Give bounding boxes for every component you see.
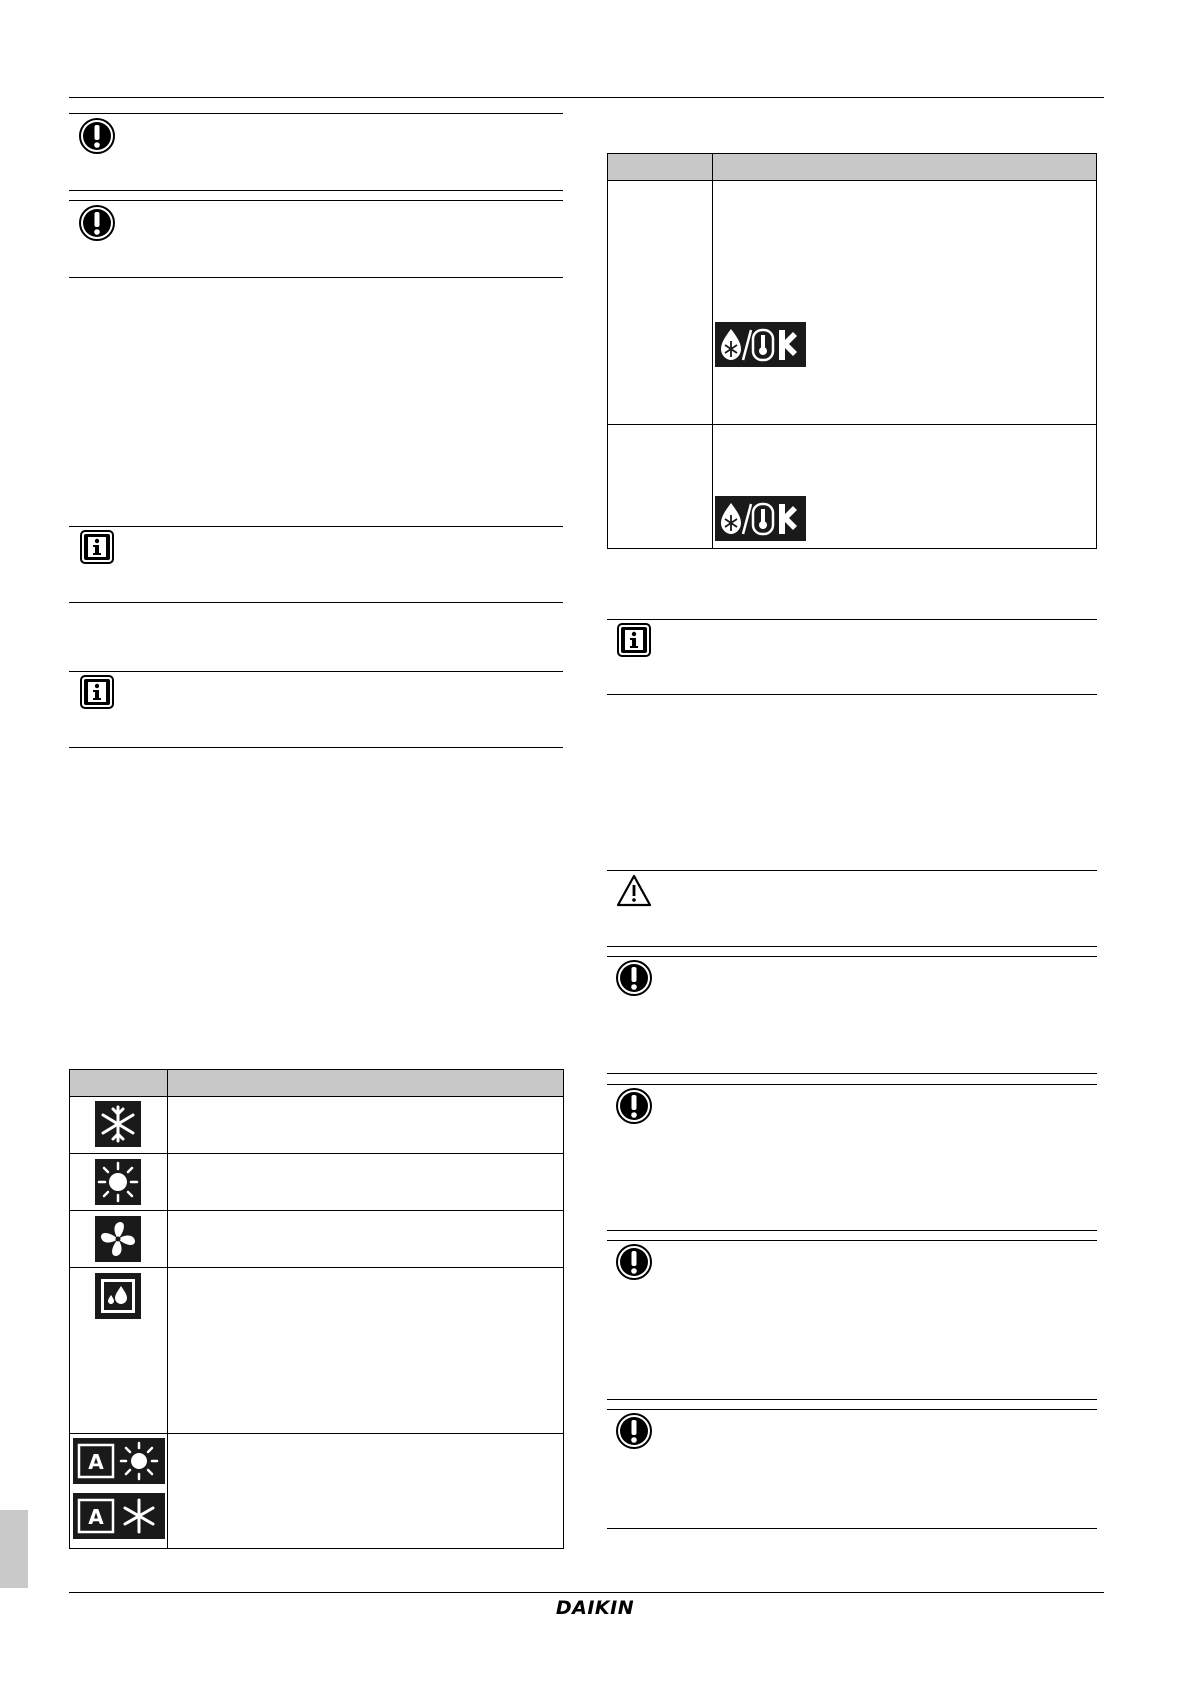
fan-icon: [95, 1216, 141, 1262]
important-icon: [615, 1412, 653, 1450]
auto-heat-icon: [73, 1438, 165, 1484]
info-icon: [615, 621, 653, 659]
notice-rule: [607, 1528, 1097, 1529]
footer-rule: [69, 1592, 1104, 1593]
auto-cool-icon: [73, 1493, 165, 1539]
row-divider: [70, 1153, 563, 1154]
svg-text:A: A: [88, 1505, 104, 1529]
dry-drop-icon: [95, 1273, 141, 1319]
svg-text:A: A: [88, 1450, 104, 1474]
special-function-table: [607, 153, 1097, 549]
row-divider: [70, 1433, 563, 1434]
cooling-snowflake-icon: [95, 1101, 141, 1147]
notice-rule: [607, 870, 1097, 871]
notice-rule: [607, 619, 1097, 620]
operation-mode-table: [69, 1069, 564, 1549]
dry-temp-fan-icon: [715, 322, 806, 367]
row-divider: [70, 1210, 563, 1211]
column-divider: [712, 154, 713, 548]
notice-rule: [607, 1073, 1097, 1074]
header-rule: [69, 97, 1104, 98]
dry-temp-fan-icon: [715, 496, 806, 541]
heating-sun-icon: [95, 1159, 141, 1205]
notice-rule: [69, 113, 563, 114]
notice-rule: [69, 200, 563, 201]
notice-rule: [69, 277, 563, 278]
info-icon: [78, 673, 116, 711]
row-divider: [70, 1267, 563, 1268]
important-icon: [78, 117, 116, 155]
notice-rule: [607, 694, 1097, 695]
notice-rule: [607, 1399, 1097, 1400]
brand-logo: DAIKIN: [555, 1597, 635, 1619]
table-header: [608, 154, 1096, 181]
important-icon: [615, 1243, 653, 1281]
important-icon: [615, 1087, 653, 1125]
notice-rule: [69, 526, 563, 527]
notice-rule: [607, 956, 1097, 957]
notice-rule: [607, 1240, 1097, 1241]
side-tab: [0, 1510, 28, 1588]
notice-rule: [607, 1230, 1097, 1231]
column-divider: [167, 1070, 168, 1548]
notice-rule: [69, 190, 563, 191]
caution-icon: [615, 872, 653, 910]
table-header: [70, 1070, 563, 1097]
notice-rule: [607, 1409, 1097, 1410]
notice-rule: [607, 946, 1097, 947]
notice-rule: [69, 602, 563, 603]
important-icon: [615, 959, 653, 997]
notice-rule: [69, 747, 563, 748]
important-icon: [78, 204, 116, 242]
row-divider: [608, 424, 1096, 425]
notice-rule: [607, 1084, 1097, 1085]
info-icon: [78, 528, 116, 566]
notice-rule: [69, 671, 563, 672]
